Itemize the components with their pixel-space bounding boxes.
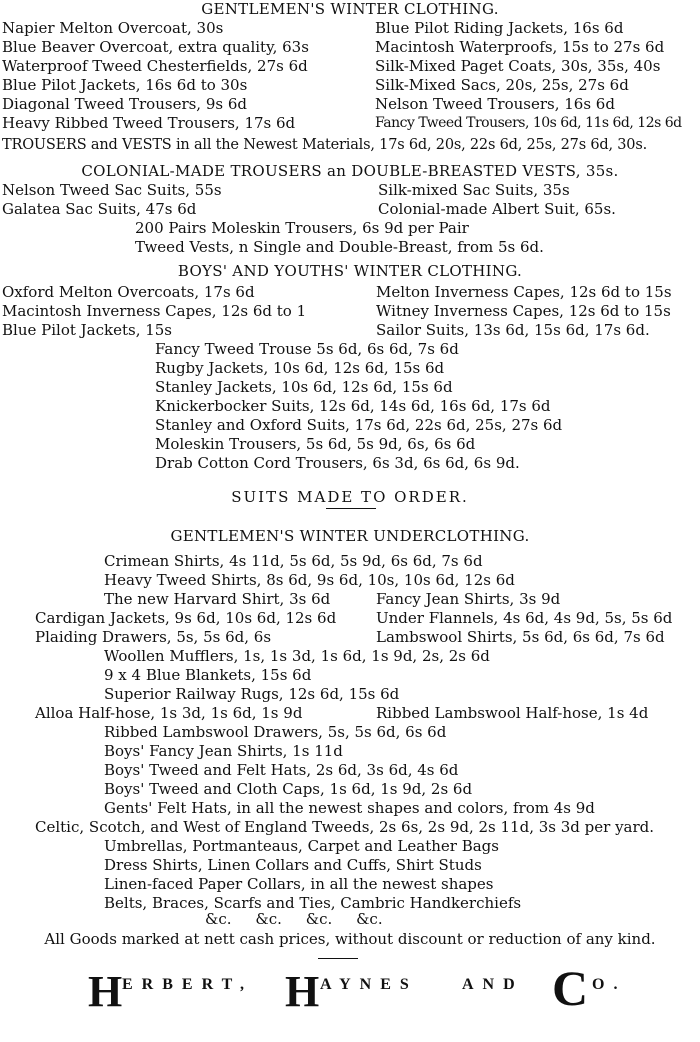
item-left: Crimean Shirts, 4s 11d, 5s 6d, 5s 9d, 6s 6d, 7s 6d bbox=[104, 552, 483, 570]
price-row bbox=[0, 57, 700, 76]
item-left: Galatea Sac Suits, 47s 6d bbox=[2, 200, 197, 218]
item-left: Heavy Tweed Shirts, 8s 6d, 9s 6d, 10s, 10s 6d, 12s 6d bbox=[104, 571, 515, 589]
item-right: Blue Pilot Riding Jackets, 16s 6d bbox=[375, 19, 624, 37]
item-left: Macintosh Inverness Capes, 12s 6d to 1 bbox=[2, 302, 307, 320]
list-item bbox=[0, 837, 700, 856]
item-right: Colonial-made Albert Suit, 65s. bbox=[378, 200, 616, 218]
item-right: Sailor Suits, 13s 6d, 15s 6d, 17s 6d. bbox=[376, 321, 650, 339]
list-item bbox=[0, 416, 700, 435]
list-item bbox=[0, 397, 700, 416]
signature-word-and: AND bbox=[462, 976, 524, 993]
price-row bbox=[0, 95, 700, 114]
price-row bbox=[0, 302, 700, 321]
list-item bbox=[0, 761, 700, 780]
item-right: Silk-Mixed Sacs, 20s, 25s, 27s 6d bbox=[375, 76, 629, 94]
section-heading-winter-underclothing bbox=[0, 527, 700, 546]
list-item bbox=[0, 359, 700, 378]
section-heading-colonial-made bbox=[0, 162, 700, 181]
list-item bbox=[0, 818, 700, 837]
list-item bbox=[0, 435, 700, 454]
heading-text: BOYS' AND YOUTHS' WINTER CLOTHING. bbox=[177, 262, 523, 280]
item-left: Umbrellas, Portmanteaus, Carpet and Leather Bags bbox=[104, 837, 499, 855]
signature-word-haynes: AYNES bbox=[320, 976, 418, 993]
list-item bbox=[0, 742, 700, 761]
tweed-vests-text: Tweed Vests, n Single and Double-Breast, from 5s 6d. bbox=[135, 238, 544, 256]
list-item bbox=[0, 666, 700, 685]
price-row bbox=[0, 181, 700, 200]
list-item-text: Fancy Tweed Trouse 5s 6d, 6s 6d, 7s 6d bbox=[155, 340, 459, 358]
item-left: Celtic, Scotch, and West of England Tweeds, 2s 6s, 2s 9d, 2s 11d, 3s 3d per yard. bbox=[35, 818, 655, 836]
price-row bbox=[0, 114, 700, 133]
price-row bbox=[0, 38, 700, 57]
item-right: Lambswool Shirts, 5s 6d, 6s 6d, 7s 6d bbox=[376, 628, 665, 646]
item-left: Heavy Ribbed Tweed Trousers, 17s 6d bbox=[2, 114, 296, 132]
list-item bbox=[0, 875, 700, 894]
item-left: Blue Beaver Overcoat, extra quality, 63s bbox=[2, 38, 309, 56]
item-left: Boys' Fancy Jean Shirts, 1s 11d bbox=[104, 742, 343, 760]
item-left: Oxford Melton Overcoats, 17s 6d bbox=[2, 283, 255, 301]
section-heading-gentlemens-winter-clothing bbox=[0, 0, 700, 19]
item-left: Woollen Mufflers, 1s, 1s 3d, 1s 6d, 1s 9d, 2s, 2s 6d bbox=[104, 647, 490, 665]
list-item bbox=[0, 704, 700, 723]
footer-note bbox=[0, 930, 700, 949]
item-left: Napier Melton Overcoat, 30s bbox=[2, 19, 224, 37]
list-item bbox=[0, 685, 700, 704]
item-right: Silk-mixed Sac Suits, 35s bbox=[378, 181, 570, 199]
price-row bbox=[0, 321, 700, 340]
item-right: Macintosh Waterproofs, 15s to 27s 6d bbox=[375, 38, 665, 56]
list-item bbox=[0, 723, 700, 742]
list-item bbox=[0, 628, 700, 647]
item-left: Superior Railway Rugs, 12s 6d, 15s 6d bbox=[104, 685, 400, 703]
item-left: Blue Pilot Jackets, 15s bbox=[2, 321, 173, 339]
price-row bbox=[0, 76, 700, 95]
item-right: Witney Inverness Capes, 12s 6d to 15s bbox=[376, 302, 671, 320]
etcetera-text: &c. &c. &c. &c. bbox=[205, 910, 383, 928]
item-right: Silk-Mixed Paget Coats, 30s, 35s, 40s bbox=[375, 57, 661, 75]
divider-rule bbox=[326, 508, 376, 509]
item-left: Belts, Braces, Scarfs and Ties, Cambric Handkerchiefs bbox=[104, 894, 522, 912]
item-left: Nelson Tweed Sac Suits, 55s bbox=[2, 181, 222, 199]
heading-text: GENTLEMEN'S WINTER CLOTHING. bbox=[201, 0, 499, 18]
suits-made-to-order-heading bbox=[0, 488, 700, 507]
price-row bbox=[0, 19, 700, 38]
item-left: Cardigan Jackets, 9s 6d, 10s 6d, 12s 6d bbox=[35, 609, 337, 627]
list-item bbox=[0, 552, 700, 571]
firm-signature bbox=[0, 962, 700, 1042]
list-item bbox=[0, 571, 700, 590]
signature-initial-h: H bbox=[88, 967, 123, 1016]
signature-rule bbox=[318, 958, 358, 959]
item-right: Fancy Tweed Trousers, 10s 6d, 11s 6d, 12s 6d bbox=[375, 115, 682, 131]
item-left: The new Harvard Shirt, 3s 6d bbox=[104, 590, 331, 608]
signature-word-herbert: ERBERT, bbox=[122, 976, 254, 993]
price-row bbox=[0, 283, 700, 302]
heading-text: COLONIAL-MADE TROUSERS an DOUBLE-BREASTED VESTS, 35s. bbox=[81, 162, 619, 180]
item-left: Ribbed Lambswool Drawers, 5s, 5s 6d, 6s 6d bbox=[104, 723, 447, 741]
item-left: Alloa Half-hose, 1s 3d, 1s 6d, 1s 9d bbox=[35, 704, 303, 722]
list-item bbox=[0, 799, 700, 818]
moleskin-text: 200 Pairs Moleskin Trousers, 6s 9d per Pair bbox=[135, 219, 469, 237]
list-item bbox=[0, 378, 700, 397]
item-left: Linen-faced Paper Collars, in all the newest shapes bbox=[104, 875, 494, 893]
list-item bbox=[0, 590, 700, 609]
item-right: Fancy Jean Shirts, 3s 9d bbox=[376, 590, 561, 608]
item-right: Nelson Tweed Trousers, 16s 6d bbox=[375, 95, 615, 113]
item-left: Diagonal Tweed Trousers, 9s 6d bbox=[2, 95, 248, 113]
list-item bbox=[0, 856, 700, 875]
list-item bbox=[0, 647, 700, 666]
list-item bbox=[0, 340, 700, 359]
heading-text: GENTLEMEN'S WINTER UNDERCLOTHING. bbox=[170, 527, 530, 545]
item-left: Dress Shirts, Linen Collars and Cuffs, Shirt Studs bbox=[104, 856, 482, 874]
item-left: Waterproof Tweed Chesterfields, 27s 6d bbox=[2, 57, 308, 75]
price-row bbox=[0, 200, 700, 219]
list-item-text: Drab Cotton Cord Trousers, 6s 3d, 6s 6d, 6s 9d. bbox=[155, 454, 520, 472]
trousers-vests-text: TROUSERS and VESTS in all the Newest Materials, 17s 6d, 20s, 22s 6d, 25s, 27s 6d, 30s. bbox=[2, 137, 647, 153]
item-right: Ribbed Lambswool Half-hose, 1s 4d bbox=[376, 704, 649, 722]
trousers-vests-line bbox=[0, 136, 700, 155]
item-right: Melton Inverness Capes, 12s 6d to 15s bbox=[376, 283, 672, 301]
section-heading-boys-youths bbox=[0, 262, 700, 281]
signature-initial-c: C bbox=[552, 960, 589, 1016]
list-item-text: Knickerbocker Suits, 12s 6d, 14s 6d, 16s 6d, 17s 6d bbox=[155, 397, 551, 415]
item-left: Plaiding Drawers, 5s, 5s 6d, 6s bbox=[35, 628, 272, 646]
signature-initial-h: H bbox=[285, 967, 320, 1016]
item-right: Under Flannels, 4s 6d, 4s 9d, 5s, 5s 6d bbox=[376, 609, 673, 627]
item-left: Boys' Tweed and Cloth Caps, 1s 6d, 1s 9d, 2s 6d bbox=[104, 780, 473, 798]
tweed-vests-line bbox=[0, 238, 700, 257]
list-item-text: Rugby Jackets, 10s 6d, 12s 6d, 15s 6d bbox=[155, 359, 445, 377]
item-left: 9 x 4 Blue Blankets, 15s 6d bbox=[104, 666, 312, 684]
list-item-text: Moleskin Trousers, 5s 6d, 5s 9d, 6s, 6s 6d bbox=[155, 435, 476, 453]
etcetera-line bbox=[0, 910, 700, 929]
list-item bbox=[0, 454, 700, 473]
heading-text: SUITS MADE TO ORDER. bbox=[231, 488, 469, 506]
item-left: Blue Pilot Jackets, 16s 6d to 30s bbox=[2, 76, 248, 94]
footer-note-text: All Goods marked at nett cash prices, without discount or reduction of any kind. bbox=[44, 930, 656, 948]
list-item-text: Stanley and Oxford Suits, 17s 6d, 22s 6d, 25s, 27s 6d bbox=[155, 416, 563, 434]
list-item bbox=[0, 780, 700, 799]
list-item-text: Stanley Jackets, 10s 6d, 12s 6d, 15s 6d bbox=[155, 378, 453, 396]
item-left: Boys' Tweed and Felt Hats, 2s 6d, 3s 6d, 4s 6d bbox=[104, 761, 459, 779]
moleskin-line bbox=[0, 219, 700, 238]
list-item bbox=[0, 609, 700, 628]
signature-word-co: O. bbox=[592, 976, 627, 993]
item-left: Gents' Felt Hats, in all the newest shapes and colors, from 4s 9d bbox=[104, 799, 595, 817]
